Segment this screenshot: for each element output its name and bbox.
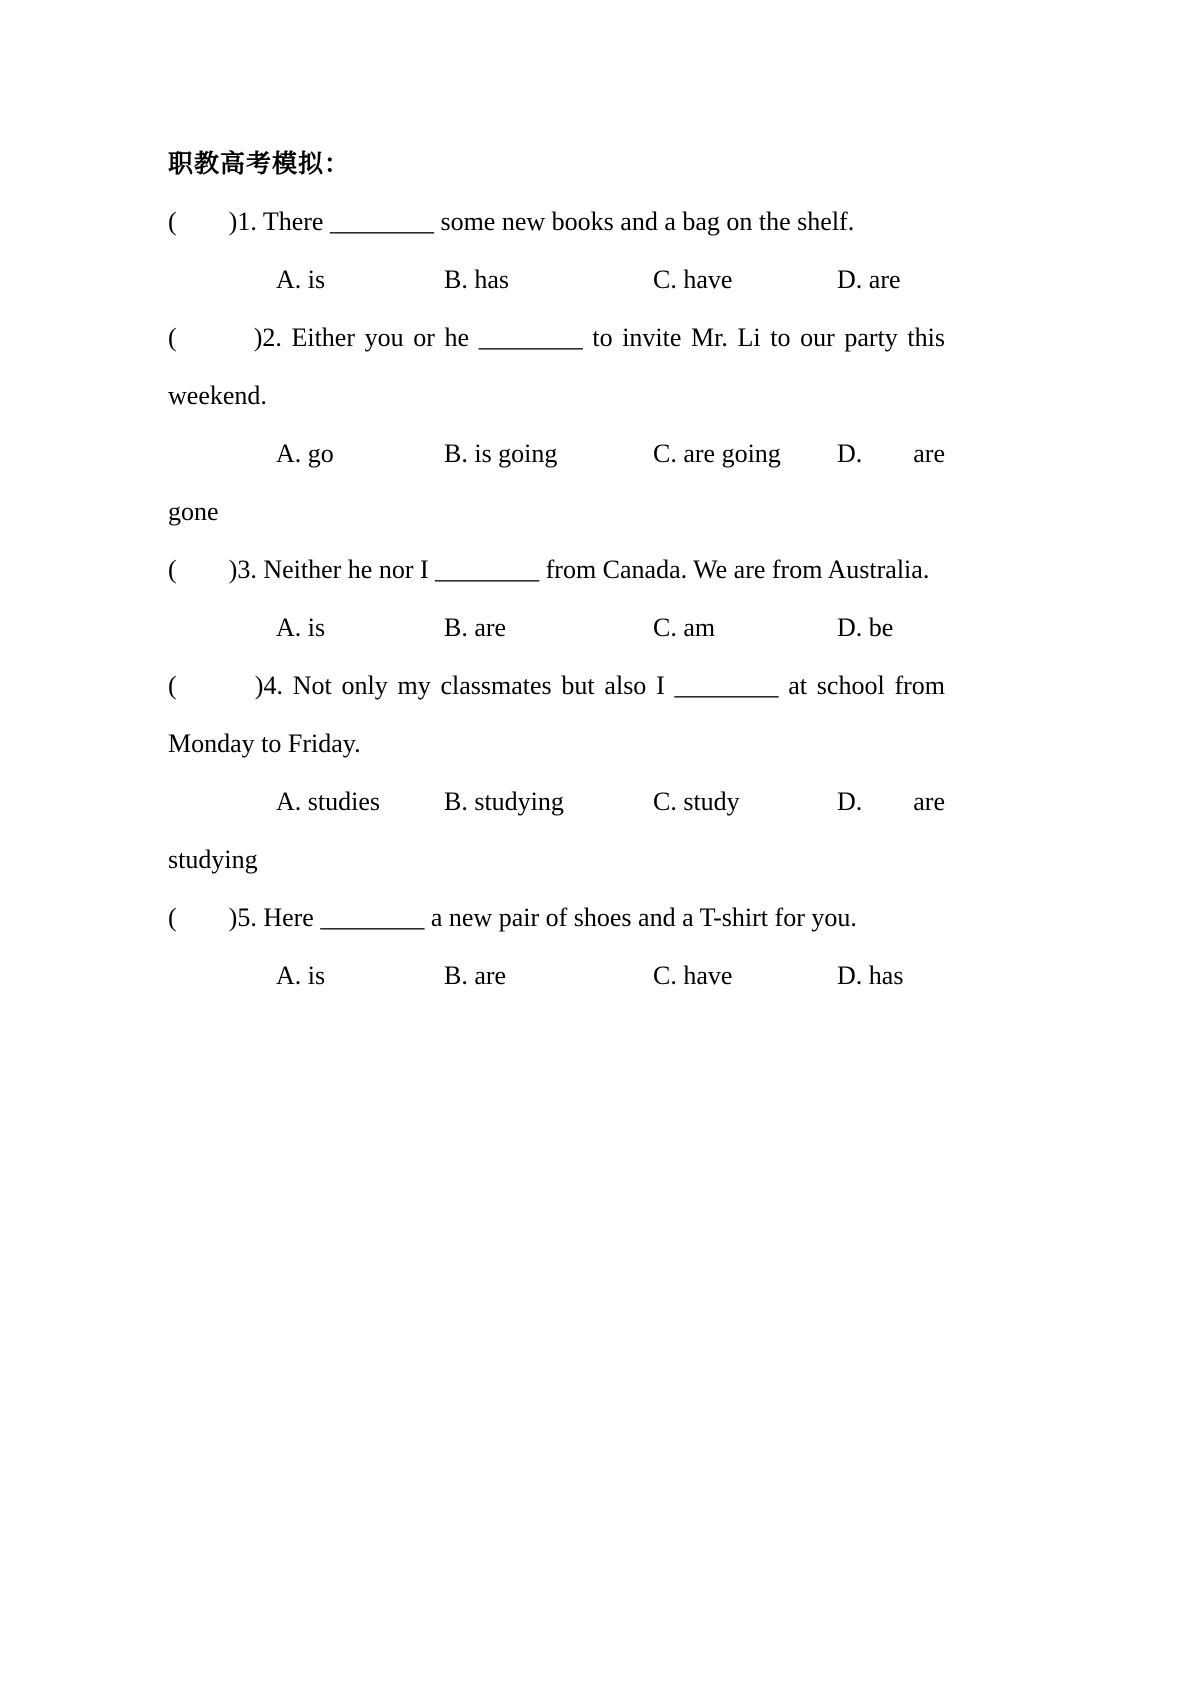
worksheet-content [168, 135, 945, 1005]
question-2-option-c[interactable]: C. are going [653, 439, 781, 468]
question-2 [168, 309, 945, 541]
question-2-option-b[interactable]: B. is going [444, 439, 558, 468]
page-title: 职教高考模拟： [168, 150, 351, 178]
question-3-option-d[interactable]: D. be [837, 613, 894, 642]
question-1-text: ( )1. There ________ some new books and a bag on the shelf. [168, 207, 855, 236]
question-5-option-c[interactable]: C. have [653, 961, 733, 990]
question-4-options [168, 773, 945, 831]
question-3-option-b[interactable]: B. are [444, 613, 507, 642]
question-2-options [168, 425, 945, 483]
question-2-option-d-overflow: gone [168, 497, 219, 526]
question-2-option-d[interactable] [837, 425, 945, 483]
question-2-option-d-word: are [913, 439, 945, 468]
question-5-option-d[interactable]: D. has [837, 961, 904, 990]
question-5 [168, 889, 945, 1005]
question-3-option-a[interactable]: A. is [276, 613, 326, 642]
question-1-options [168, 251, 945, 309]
question-1-option-d[interactable]: D. are [837, 265, 901, 294]
question-4-option-b[interactable]: B. studying [444, 787, 564, 816]
question-1-option-b[interactable]: B. has [444, 265, 509, 294]
question-4 [168, 657, 945, 889]
question-2-option-a[interactable]: A. go [276, 439, 334, 468]
question-4-option-d-overflow: studying [168, 845, 258, 874]
question-4-text: ( )4. Not only my classmates but also I ________ at school from [168, 671, 945, 700]
question-3 [168, 541, 945, 657]
question-2-text-continued: weekend. [168, 381, 267, 410]
question-4-option-d[interactable] [837, 773, 945, 831]
question-3-text: ( )3. Neither he nor I ________ from Canada. We are from Australia. [168, 555, 930, 584]
question-4-option-d-label: D. [837, 787, 863, 816]
question-3-option-c[interactable]: C. am [653, 613, 716, 642]
question-4-option-d-word: are [913, 787, 945, 816]
question-5-options [168, 947, 945, 1005]
question-1 [168, 193, 945, 309]
question-1-option-a[interactable]: A. is [276, 265, 326, 294]
question-4-option-a[interactable]: A. studies [276, 787, 380, 816]
question-1-option-c[interactable]: C. have [653, 265, 733, 294]
question-5-text: ( )5. Here ________ a new pair of shoes and a T-shirt for you. [168, 903, 857, 932]
question-4-text-continued: Monday to Friday. [168, 729, 361, 758]
question-2-option-d-label: D. [837, 439, 863, 468]
question-5-option-a[interactable]: A. is [276, 961, 326, 990]
question-5-option-b[interactable]: B. are [444, 961, 507, 990]
question-2-text: ( )2. Either you or he ________ to invite Mr. Li to our party this [168, 323, 945, 352]
question-4-option-c[interactable]: C. study [653, 787, 740, 816]
question-3-options [168, 599, 945, 657]
